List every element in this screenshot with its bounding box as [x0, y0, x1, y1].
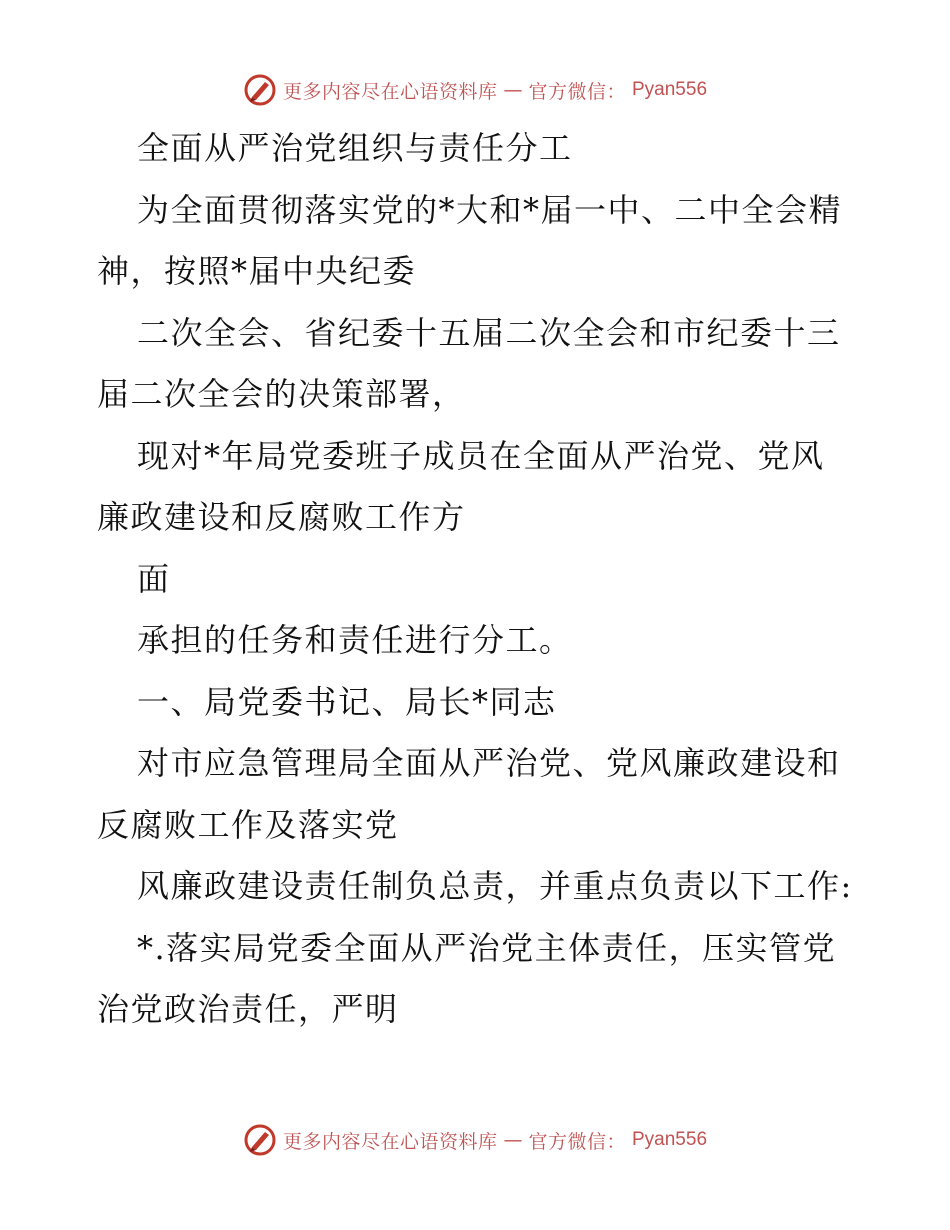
- paragraph: 对市应急管理局全面从严治党、党风廉政建设和反腐败工作及落实党: [97, 744, 841, 844]
- watermark-wechat-id: Pyan556: [632, 1129, 708, 1150]
- pen-logo-icon: [243, 73, 277, 107]
- watermark-label: 官方微信：: [528, 80, 626, 103]
- paragraph: 为全面贯彻落实党的*大和*届一中、二中全会精神，按照*届中央纪委: [97, 190, 843, 290]
- paragraph: 承担的任务和责任进行分工。: [137, 621, 573, 659]
- footer-watermark: [0, 1120, 950, 1160]
- paragraph: 风廉政建设责任制负总责，并重点负责以下工作:: [137, 867, 853, 905]
- watermark-text: 更多内容尽在心语资料库: [282, 80, 498, 103]
- header-watermark: [0, 70, 950, 110]
- pen-logo-icon: [243, 1123, 277, 1157]
- list-item: *.落实局党委全面从严治党主体责任，压实管党治党政治责任，严明: [97, 928, 837, 1028]
- watermark-text: 更多内容尽在心语资料库: [282, 1130, 498, 1153]
- paragraph: 二次全会、省纪委十五届二次全会和市纪委十三届二次全会的决策部署，: [97, 313, 841, 413]
- document-body: [97, 118, 857, 1041]
- watermark-separator: —: [503, 1129, 523, 1151]
- paragraph: 现对*年局党委班子成员在全面从严治党、党风廉政建设和反腐败工作方: [97, 436, 825, 536]
- watermark-label: 官方微信：: [528, 1130, 626, 1153]
- section-heading: 一、局党委书记、局长*同志: [137, 682, 557, 721]
- watermark-wechat-id: Pyan556: [632, 79, 708, 100]
- watermark-separator: —: [503, 79, 523, 101]
- document-title: 全面从严治党组织与责任分工: [137, 129, 573, 167]
- paragraph: 面: [137, 559, 171, 598]
